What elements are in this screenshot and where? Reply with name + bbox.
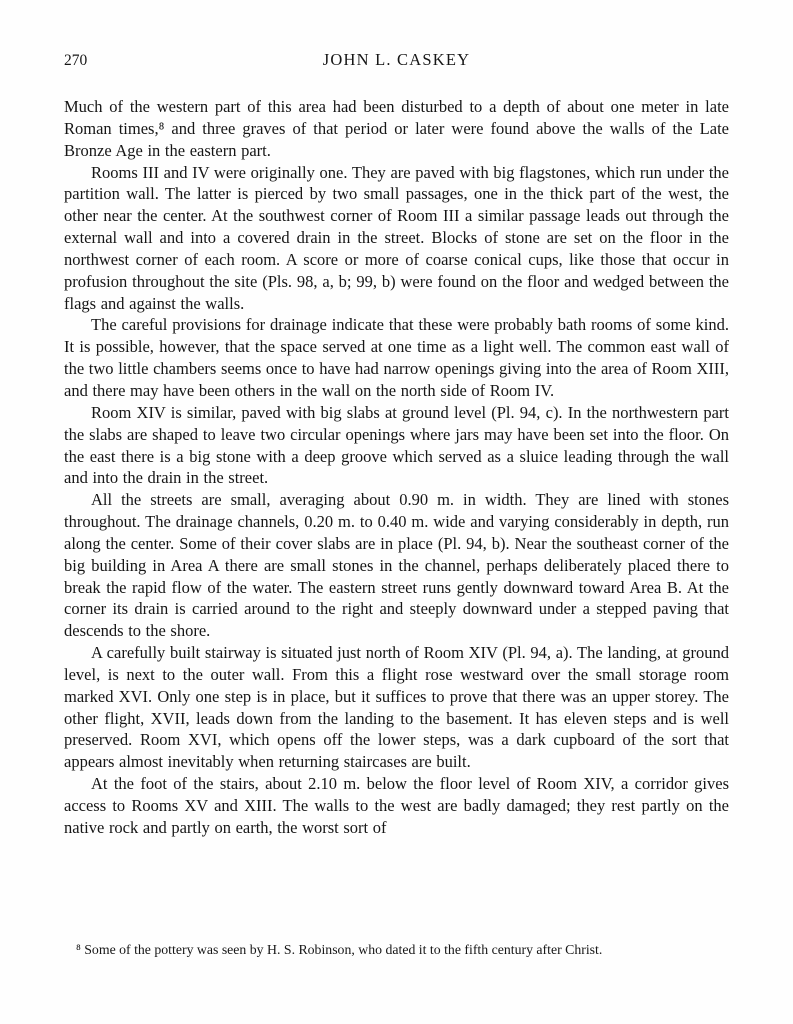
page-number: 270 [64,52,88,69]
paragraph: All the streets are small, averaging about 0.90 m. in width. They are lined with stones throughout. The drainage channels, 0.20 m. to 0.40 m. wide and varying considerably in depth, run along the center. Some of their cover slabs are in place (Pl. 94, b). Near the southeast corner of the big building in Area A there are small stones in the channel, perhaps deliberately placed there to break the rapid flow of the water. The eastern street runs gently downward toward Area B. At the corner its drain is carried around to the right and steeply downward under a stepped paving that descends to the shore. [64,490,729,641]
footnote-text: ⁸ Some of the pottery was seen by H. S. Robinson, who dated it to the fifth century after Christ. [76,942,603,957]
running-head: JOHN L. CASKEY [322,50,471,69]
paragraph: The careful provisions for drainage indicate that these were probably bath rooms of some kind. It is possible, however, that the space served at one time as a light well. The common east wall of the two little chambers seems once to have had narrow openings giving into the area of Room XIII, and there may have been others in the wall on the north side of Room IV. [64,315,729,400]
paragraph: Rooms III and IV were originally one. They are paved with big flagstones, which run under the partition wall. The latter is pierced by two small passages, one in the thick part of the west, the other near the center. At the southwest corner of Room III a similar passage leads out through the external wall and into a covered drain in the street. Blocks of stone are set on the floor in the northwest corner of each room. A score or more of coarse conical cups, like those that occur in profusion throughout the site (Pls. 98, a, b; 99, b) were found on the floor and wedged between the flags and against the walls. [64,162,729,313]
footnote [64,941,729,959]
paragraph: A carefully built stairway is situated just north of Room XIV (Pl. 94, a). The landing, at ground level, is next to the outer wall. From this a flight rose westward over the small storage room marked XVI. Only one step is in place, but it suffices to prove that there was an upper storey. The other flight, XVII, leads down from the landing to the basement. It has eleven steps and is well preserved. Room XVI, which opens off the lower steps, was a dark cupboard of the sort that appears almost inevitably when returning staircases are built. [64,643,729,772]
paragraph: Much of the western part of this area had been disturbed to a depth of about one meter in late Roman times,⁸ and three graves of that period or later were found above the walls of the Late Bronze Age in the eastern part. [64,97,729,160]
paragraph: At the foot of the stairs, about 2.10 m. below the floor level of Room XIV, a corridor gives access to Rooms XV and XIII. The walls to the west are badly damaged; they rest partly on the native rock and partly on earth, the worst sort of [64,774,729,837]
paragraph: Room XIV is similar, paved with big slabs at ground level (Pl. 94, c). In the northwestern part the slabs are shaped to leave two circular openings where jars may have been set into the floor. On the east there is a big stone with a deep groove which served as a sluice leading through the wall and into the drain in the street. [64,402,729,488]
body-text [64,96,729,839]
page-header [64,50,729,70]
